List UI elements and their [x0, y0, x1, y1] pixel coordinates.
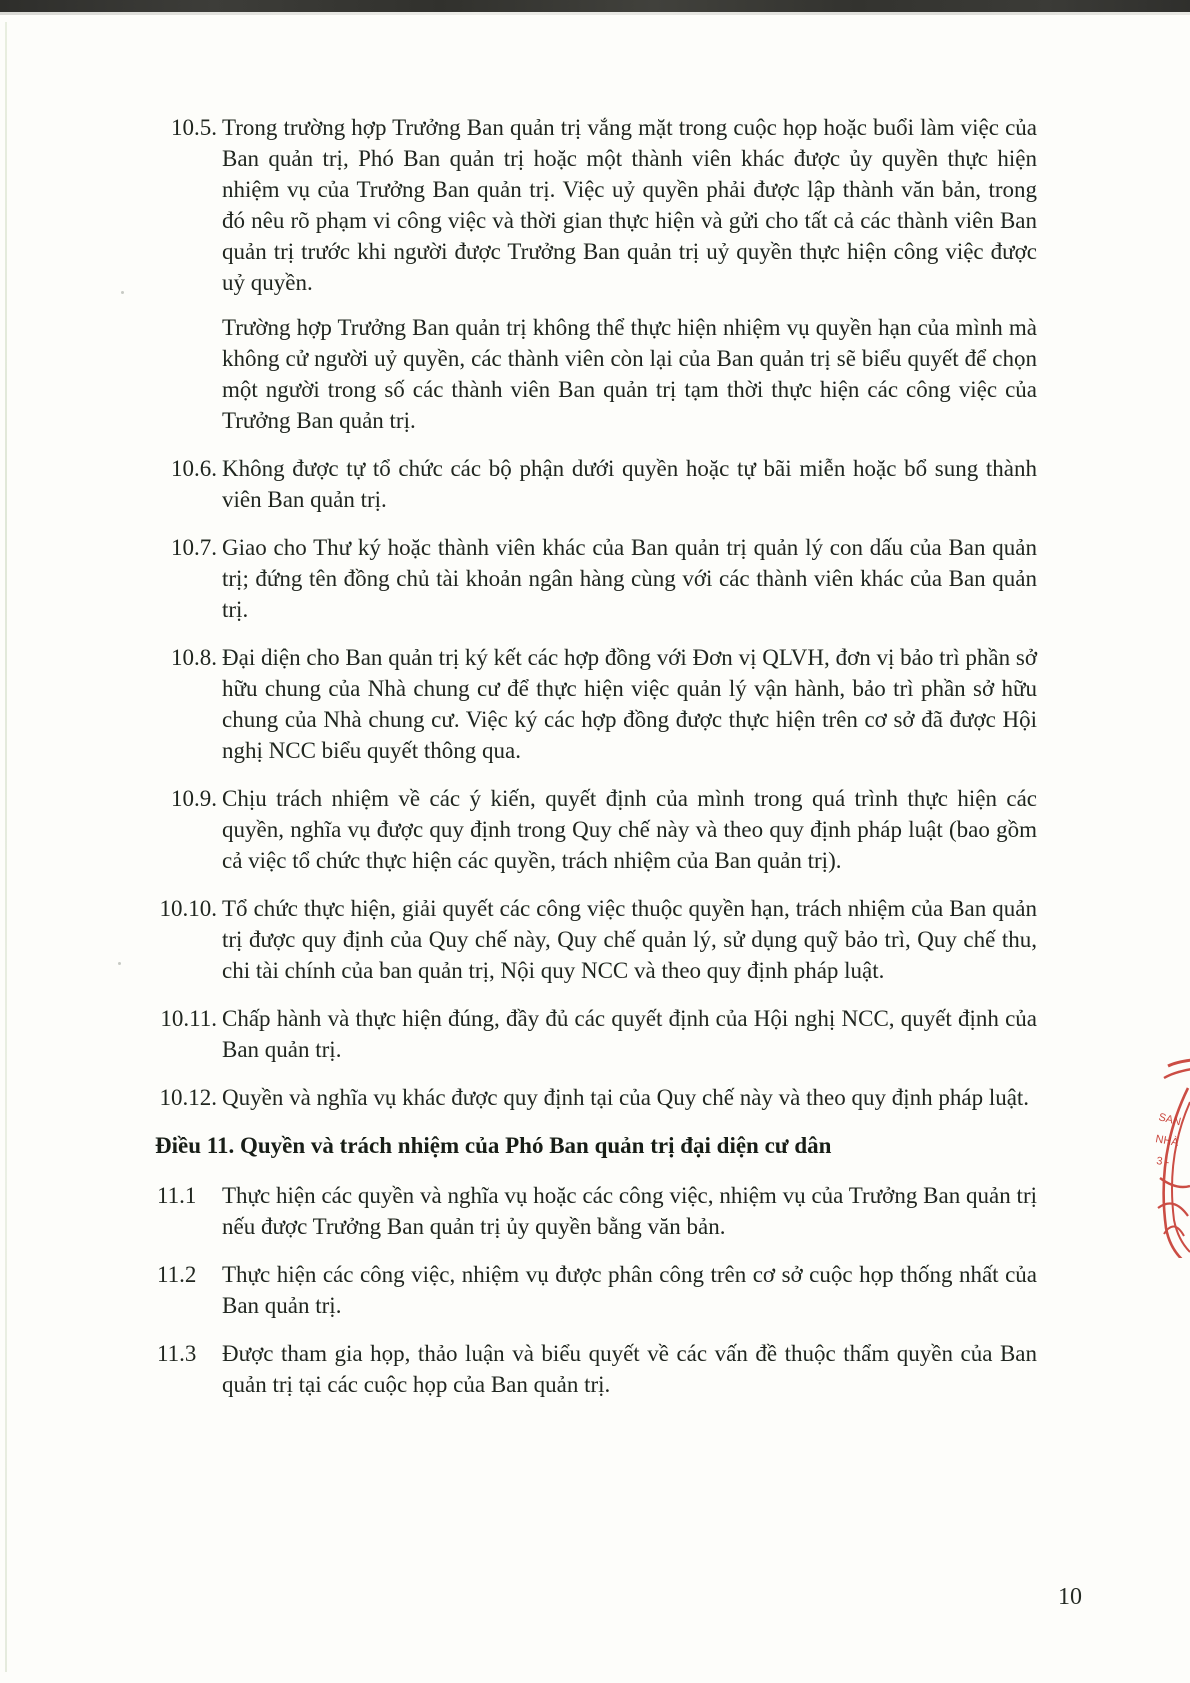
clause-number: 11.1: [157, 1183, 197, 1208]
clause-text: Giao cho Thư ký hoặc thành viên khác của Ban quản trị quản lý con dấu của Ban quản trị; đứng tên đồng chủ tài khoản ngân hàng cùng với các thành viên khác của Ban quản trị.: [222, 535, 1037, 622]
clause-number: 10.8.: [171, 645, 217, 670]
scan-left-edge-line: [5, 22, 7, 1672]
clause-text: Thực hiện các quyền và nghĩa vụ hoặc các công việc, nhiệm vụ của Trưởng Ban quản trị nếu được Trưởng Ban quản trị ủy quyền bằng văn bản.: [222, 1183, 1037, 1239]
clause-11-2: [155, 1259, 1037, 1321]
scan-top-edge-artifact: [0, 0, 1190, 12]
clause-10-7: [155, 532, 1037, 625]
clause-text: Trong trường hợp Trưởng Ban quản trị vắng mặt trong cuộc họp hoặc buổi làm việc của Ban quản trị, Phó Ban quản trị hoặc một thành viên khác được ủy quyền thực hiện nhiệm vụ của Trưởng Ban quản trị. Việc uỷ quyền phải được lập thành văn bản, trong đó nêu rõ phạm vi công việc và thời gian thực hiện và gửi cho tất cả các thành viên Ban quản trị trước khi người được Trưởng Ban quản trị uỷ quyền thực hiện công việc được uỷ quyền.: [222, 115, 1037, 295]
page-number: 10: [1058, 1584, 1082, 1610]
red-stamp-fragment: [1150, 1058, 1190, 1258]
clause-10-9: [155, 783, 1037, 876]
clause-10-12: [155, 1082, 1037, 1113]
clause-number: 10.11.: [160, 1006, 217, 1031]
clause-10-10: [155, 893, 1037, 986]
clause-text: Trường hợp Trưởng Ban quản trị không thể thực hiện nhiệm vụ quyền hạn của mình mà không cử người uỷ quyền, các thành viên còn lại của Ban quản trị sẽ biểu quyết để chọn một người trong số các thành viên Ban quản trị tạm thời thực hiện các công việc của Trưởng Ban quản trị.: [222, 315, 1037, 433]
document-body: [155, 112, 1037, 1417]
clause-number: 10.10.: [159, 896, 217, 921]
clause-text: Được tham gia họp, thảo luận và biểu quyết về các vấn đề thuộc thẩm quyền của Ban quản trị tại các cuộc họp của Ban quản trị.: [222, 1341, 1037, 1397]
article-11-heading: Điều 11. Quyền và trách nhiệm của Phó Ban quản trị đại diện cư dân: [155, 1133, 832, 1158]
clause-text: Chấp hành và thực hiện đúng, đầy đủ các quyết định của Hội nghị NCC, quyết định của Ban quản trị.: [222, 1006, 1037, 1062]
clause-10-8: [155, 642, 1037, 766]
clause-10-11: [155, 1003, 1037, 1065]
clause-number: 10.6.: [171, 456, 217, 481]
scan-speck: [121, 291, 124, 294]
clause-11-1: [155, 1180, 1037, 1242]
clause-text: Chịu trách nhiệm về các ý kiến, quyết định của mình trong quá trình thực hiện các quyền, nghĩa vụ được quy định trong Quy chế này và theo quy định pháp luật (bao gồm cả việc tổ chức thực hiện các quyền, trách nhiệm của Ban quản trị).: [222, 786, 1037, 873]
clause-10-5: [155, 112, 1037, 436]
clause-text: Quyền và nghĩa vụ khác được quy định tại của Quy chế này và theo quy định pháp luật.: [222, 1085, 1030, 1110]
clause-number: 10.9.: [171, 786, 217, 811]
clause-text: Đại diện cho Ban quản trị ký kết các hợp đồng với Đơn vị QLVH, đơn vị bảo trì phần sở hữu chung của Nhà chung cư để thực hiện việc quản lý vận hành, bảo trì phần sở hữu chung của Nhà chung cư. Việc ký các hợp đồng được thực hiện trên cơ sở đã được Hội nghị NCC biểu quyết thông qua.: [222, 645, 1037, 763]
stamp-text: NHÀ: [1154, 1133, 1180, 1149]
clause-number: 10.12.: [159, 1085, 217, 1110]
clause-number: 11.2: [157, 1262, 197, 1287]
stamp-text: SAN: [1157, 1111, 1183, 1129]
clause-text: Tổ chức thực hiện, giải quyết các công việc thuộc quyền hạn, trách nhiệm của Ban quản trị được quy định của Quy chế này, Quy chế quản lý, sử dụng quỹ bảo trì, Quy chế thu, chi tài chính của ban quản trị, Nội quy NCC và theo quy định pháp luật.: [222, 896, 1037, 983]
clause-10-6: [155, 453, 1037, 515]
clause-number: 11.3: [157, 1341, 197, 1366]
clause-11-3: [155, 1338, 1037, 1400]
scan-top-edge-shadow: [0, 12, 1190, 15]
clause-number: 10.5.: [171, 115, 217, 140]
stamp-text: 3 -: [1155, 1155, 1170, 1169]
clause-text: Không được tự tổ chức các bộ phận dưới quyền hoặc tự bãi miễn hoặc bổ sung thành viên Ban quản trị.: [222, 456, 1037, 512]
clause-text: Thực hiện các công việc, nhiệm vụ được phân công trên cơ sở cuộc họp thống nhất của Ban quản trị.: [222, 1262, 1037, 1318]
scan-speck: [118, 962, 121, 965]
clause-number: 10.7.: [171, 535, 217, 560]
